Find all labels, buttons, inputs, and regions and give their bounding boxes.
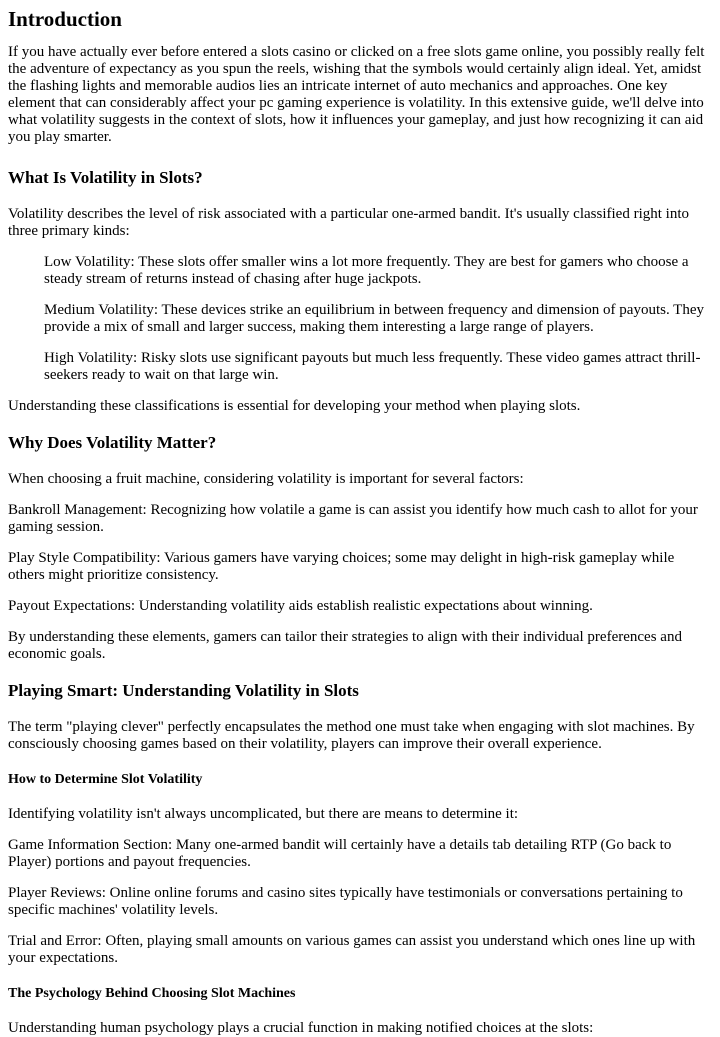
list-item-low: Low Volatility: These slots offer smaller wins a lot more frequently. They are best for gamers who choose a steady stream of returns instead of chasing after huge jackpots. <box>44 254 689 287</box>
article <box>0 6 720 1037</box>
why-item-bankroll: Bankroll Management: Recognizing how volatile a game is can assist you identify how much cash to allot for your gaming session. <box>8 502 698 535</box>
playing-smart-heading: Playing Smart: Understanding Volatility in Slots <box>8 681 359 700</box>
list-item-high: High Volatility: Risky slots use significant payouts but much less frequently. These video games attract thrill-seekers ready to wait on that large win. <box>44 350 701 383</box>
determine-paragraph: Identifying volatility isn't always uncomplicated, but there are means to determine it: <box>8 806 519 822</box>
what-is-heading: What Is Volatility in Slots? <box>8 168 203 187</box>
determine-heading: How to Determine Slot Volatility <box>8 772 203 787</box>
psychology-heading: The Psychology Behind Choosing Slot Machines <box>8 986 296 1001</box>
intro-heading: Introduction <box>8 7 122 31</box>
why-matter-closing: By understanding these elements, gamers can tailor their strategies to align with their individual preferences and economic goals. <box>8 629 682 662</box>
why-matter-heading: Why Does Volatility Matter? <box>8 433 217 452</box>
list-item-medium: Medium Volatility: These devices strike an equilibrium in between frequency and dimension of payouts. They provide a mix of small and larger success, making them interesting a large range of players. <box>44 302 704 335</box>
playing-smart-paragraph: The term "playing clever" perfectly encapsulates the method one must take when engaging with slot machines. By consciously choosing games based on their volatility, players can improve their overall experience. <box>8 719 695 752</box>
determine-item-trial: Trial and Error: Often, playing small amounts on various games can assist you understand which ones line up with your expectations. <box>8 933 696 966</box>
determine-item-reviews: Player Reviews: Online online forums and casino sites typically have testimonials or conversations pertaining to specific machines' volatility levels. <box>8 885 683 918</box>
what-is-paragraph: Volatility describes the level of risk associated with a particular one-armed bandit. It's usually classified right into three primary kinds: <box>8 206 689 239</box>
psychology-paragraph: Understanding human psychology plays a crucial function in making notified choices at the slots: <box>8 1020 594 1036</box>
determine-item-game-info: Game Information Section: Many one-armed bandit will certainly have a details tab detailing RTP (Go back to Player) portions and payout frequencies. <box>8 837 672 870</box>
intro-paragraph: If you have actually ever before entered a slots casino or clicked on a free slots game online, you possibly really felt the adventure of expectancy as you spun the reels, wishing that the symbols would certainly align ideal. Yet, amidst the flashing lights and memorable audios lies an intricate internet of auto mechanics and approaches. One key element that can considerably affect your pc gaming experience is volatility. In this extensive guide, we'll delve into what volatility suggests in the context of slots, how it influences your gameplay, and just how recognizing it can aid you play smarter. <box>8 44 705 145</box>
why-matter-paragraph: When choosing a fruit machine, considering volatility is important for several factors: <box>8 471 524 487</box>
what-is-closing: Understanding these classifications is essential for developing your method when playing slots. <box>8 398 581 414</box>
why-item-play-style: Play Style Compatibility: Various gamers have varying choices; some may delight in high-risk gameplay while others might prioritize consistency. <box>8 550 675 583</box>
why-item-payout: Payout Expectations: Understanding volatility aids establish realistic expectations about winning. <box>8 598 593 614</box>
volatility-types-list <box>44 254 712 384</box>
